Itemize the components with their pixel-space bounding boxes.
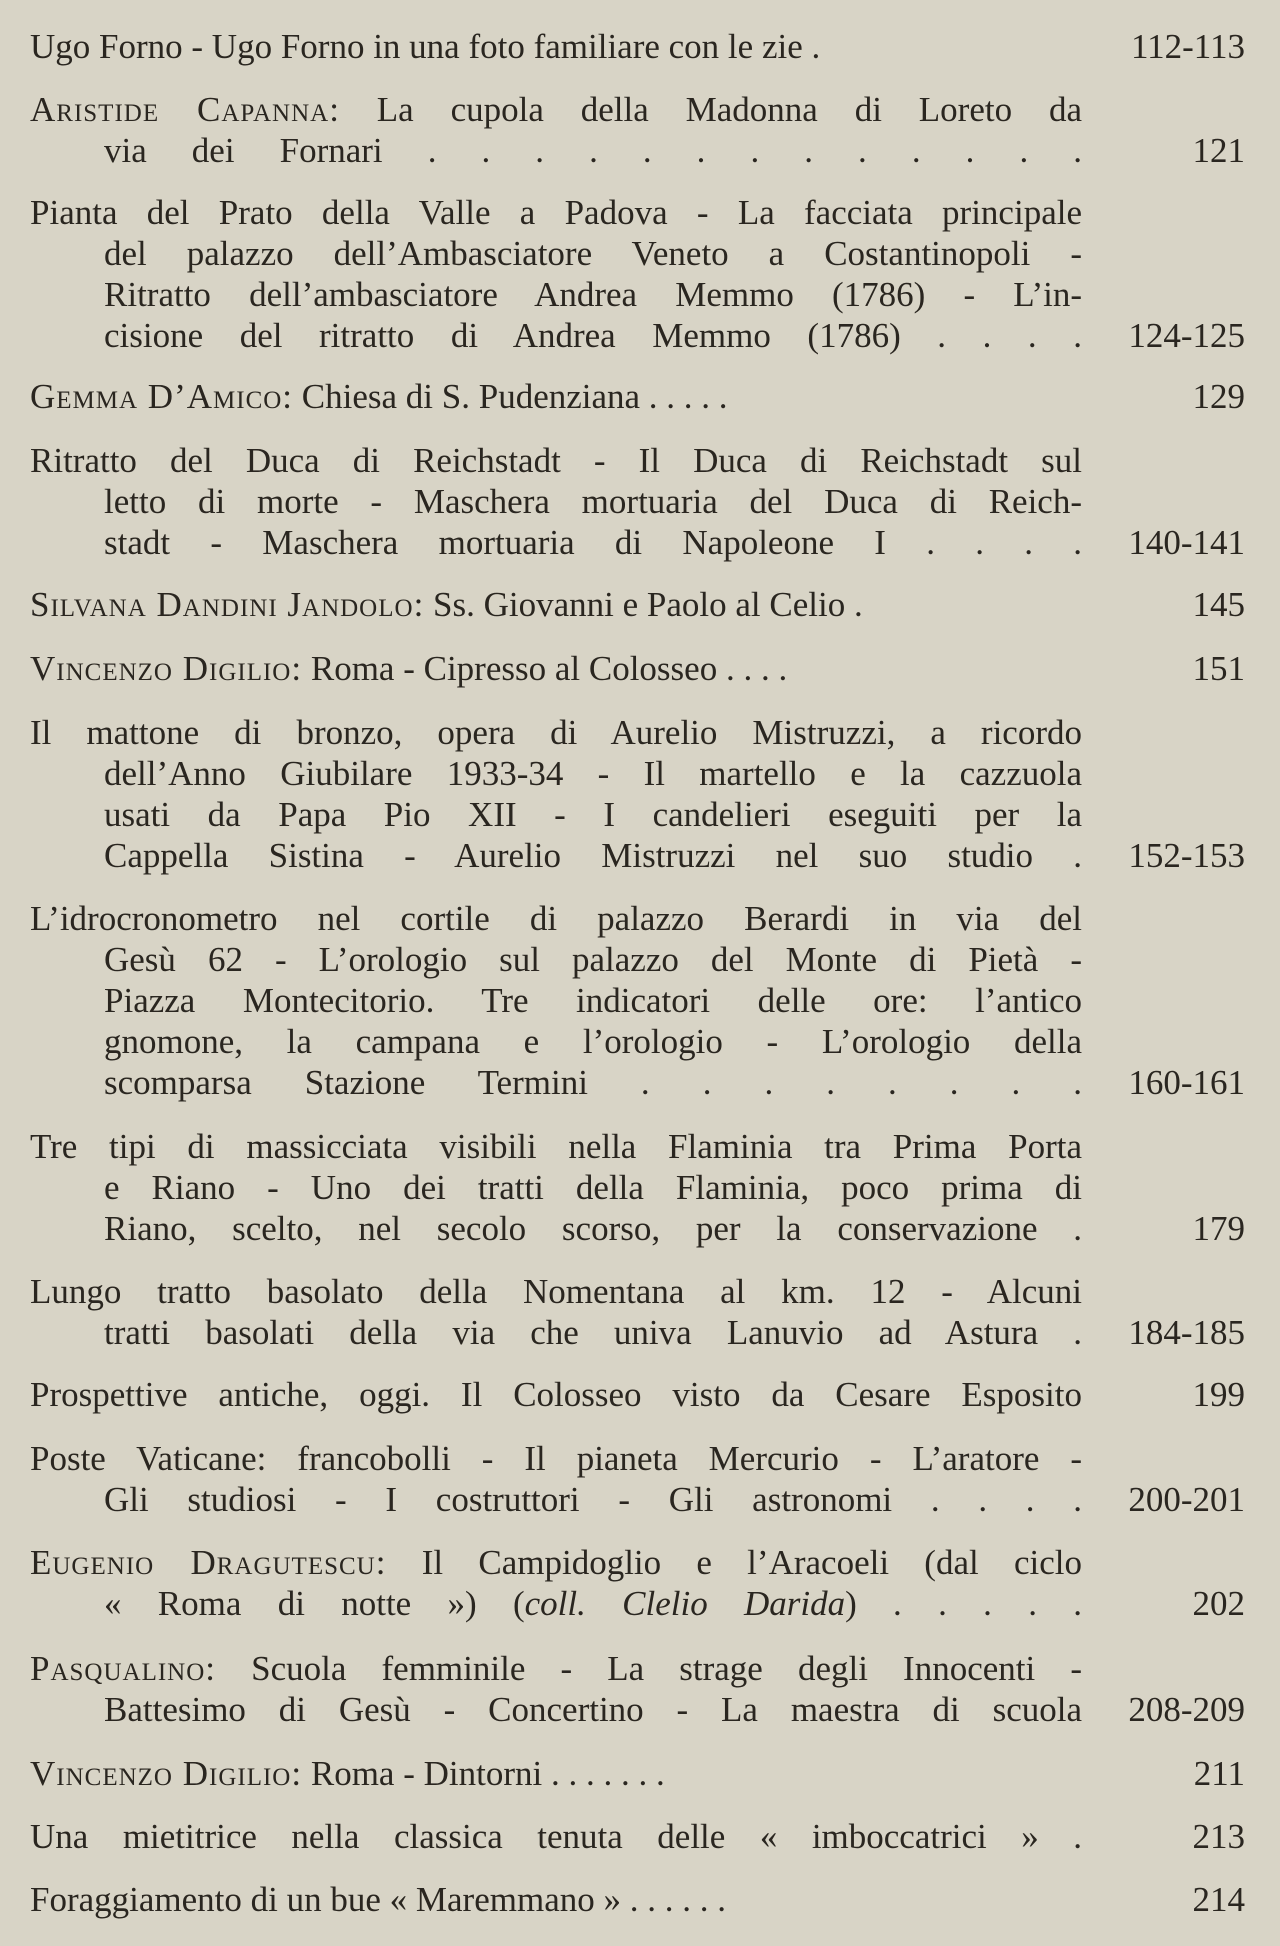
author-name: Silvana Dandini Jandolo: <box>30 585 425 624</box>
author-name: Gemma D’Amico: <box>30 377 294 416</box>
index-entry <box>30 1438 1245 1520</box>
index-entry <box>30 1271 1245 1353</box>
page-ref: 151 <box>1192 649 1245 688</box>
entry-text: stadt - Maschera mortuaria di Napoleone I . . . . <box>104 523 1082 562</box>
index-entry <box>30 440 1245 563</box>
entry-text: Foraggiamento di un bue « Maremmano » . . . . . . <box>30 1880 726 1919</box>
index-entry <box>30 1648 1245 1730</box>
page-ref: 213 <box>1192 1817 1245 1856</box>
page-ref: 129 <box>1192 377 1245 416</box>
entry-text: Gesù 62 - L’orologio sul palazzo del Monte di Pietà - <box>104 940 1082 979</box>
index-entry <box>30 898 1245 1103</box>
entry-text: gnomone, la campana e l’orologio - L’orologio della <box>104 1022 1082 1061</box>
entry-text: Riano, scelto, nel secolo scorso, per la conservazione . <box>104 1209 1082 1248</box>
entry-text: Ss. Giovanni e Paolo al Celio . <box>424 585 863 624</box>
entry-text: ) . . . . . <box>845 1584 1082 1623</box>
entry-text: Lungo tratto basolato della Nomentana al km. 12 - Alcuni <box>30 1272 1082 1311</box>
entry-text: « Roma di notte ») ( <box>104 1584 525 1623</box>
entry-text: tratti basolati della via che univa Lanuvio ad Astura . <box>104 1313 1082 1352</box>
author-name: Eugenio Dragutescu: <box>30 1543 387 1582</box>
entry-text: Poste Vaticane: francobolli - Il pianeta Mercurio - L’aratore - <box>30 1439 1082 1478</box>
entry-text: Ritratto dell’ambasciatore Andrea Memmo (1786) - L’in- <box>104 275 1082 314</box>
index-entry <box>30 584 1245 625</box>
entry-text: Roma - Dintorni . . . . . . . <box>302 1754 665 1793</box>
entry-text: La cupola della Madonna di Loreto da <box>339 90 1082 129</box>
entry-text: Roma - Cipresso al Colosseo . . . . <box>302 649 788 688</box>
page-ref: 184-185 <box>1128 1313 1245 1352</box>
entry-text: Cappella Sistina - Aurelio Mistruzzi nel suo studio . <box>104 836 1082 875</box>
collection-credit: coll. Clelio Darida <box>524 1584 846 1623</box>
author-name: Vincenzo Digilio: <box>30 1754 303 1793</box>
entry-text: Scuola femminile - La strage degli Innocenti - <box>216 1649 1082 1688</box>
entry-text: Tre tipi di massicciata visibili nella Flaminia tra Prima Porta <box>30 1127 1082 1166</box>
index-entry <box>30 26 1245 67</box>
entry-text: Gli studiosi - I costruttori - Gli astronomi . . . . <box>104 1480 1082 1519</box>
entry-text: Il mattone di bronzo, opera di Aurelio Mistruzzi, a ricordo <box>30 713 1082 752</box>
page-ref: 121 <box>1192 131 1245 170</box>
entry-text: letto di morte - Maschera mortuaria del Duca di Reich- <box>104 482 1082 521</box>
entry-text: scomparsa Stazione Termini . . . . . . . . <box>104 1063 1082 1102</box>
page-ref: 179 <box>1192 1209 1245 1248</box>
page-ref: 112-113 <box>1130 27 1245 66</box>
entry-text: via dei Fornari . . . . . . . . . . . . . <box>104 131 1082 170</box>
entry-text: Ugo Forno - Ugo Forno in una foto familiare con le zie . <box>30 27 821 66</box>
index-entry <box>30 1879 1245 1920</box>
entry-text: L’idrocronometro nel cortile di palazzo Berardi in via del <box>30 899 1082 938</box>
author-name: Vincenzo Digilio: <box>30 649 303 688</box>
index-entry <box>30 1126 1245 1249</box>
entry-text: Chiesa di S. Pudenziana . . . . . <box>293 377 728 416</box>
entry-text: e Riano - Uno dei tratti della Flaminia, poco prima di <box>104 1168 1082 1207</box>
page-ref: 200-201 <box>1128 1480 1245 1519</box>
entry-text: Il Campidoglio e l’Aracoeli (dal ciclo <box>386 1543 1082 1582</box>
index-entry <box>30 192 1245 356</box>
entry-text: dell’Anno Giubilare 1933-34 - Il martello e la cazzuola <box>104 754 1082 793</box>
index-entry <box>30 712 1245 876</box>
entry-text: del palazzo dell’Ambasciatore Veneto a Costantinopoli - <box>104 234 1082 273</box>
index-entry <box>30 1816 1245 1857</box>
entry-text: cisione del ritratto di Andrea Memmo (1786) . . . . <box>104 316 1082 355</box>
page-ref: 145 <box>1192 585 1245 624</box>
index-entry <box>30 89 1245 171</box>
entry-text: Una mietitrice nella classica tenuta delle « imboccatrici » . <box>30 1817 1082 1856</box>
page-ref: 211 <box>1193 1754 1245 1793</box>
page-ref: 152-153 <box>1128 836 1245 875</box>
entry-text: Battesimo di Gesù - Concertino - La maestra di scuola <box>104 1690 1082 1729</box>
index-entry <box>30 1753 1245 1794</box>
author-name: Pasqualino: <box>30 1649 217 1688</box>
index-entry <box>30 648 1245 689</box>
page-ref: 208-209 <box>1128 1690 1245 1729</box>
author-name: Aristide Capanna: <box>30 90 340 129</box>
entry-text: Prospettive antiche, oggi. Il Colosseo visto da Cesare Esposito <box>30 1375 1082 1414</box>
index-entry <box>30 1374 1245 1415</box>
entry-text: Ritratto del Duca di Reichstadt - Il Duca di Reichstadt sul <box>30 441 1082 480</box>
page-ref: 124-125 <box>1128 316 1245 355</box>
page-ref: 202 <box>1192 1584 1245 1623</box>
page-ref: 140-141 <box>1128 523 1245 562</box>
page-ref: 199 <box>1192 1375 1245 1414</box>
entry-text: Piazza Montecitorio. Tre indicatori delle ore: l’antico <box>104 981 1082 1020</box>
entry-text: Pianta del Prato della Valle a Padova - La facciata principale <box>30 193 1082 232</box>
page-ref: 214 <box>1192 1880 1245 1919</box>
page-ref: 160-161 <box>1128 1063 1245 1102</box>
entry-text: usati da Papa Pio XII - I candelieri eseguiti per la <box>104 795 1082 834</box>
index-entry <box>30 1542 1245 1624</box>
index-entry <box>30 376 1245 417</box>
